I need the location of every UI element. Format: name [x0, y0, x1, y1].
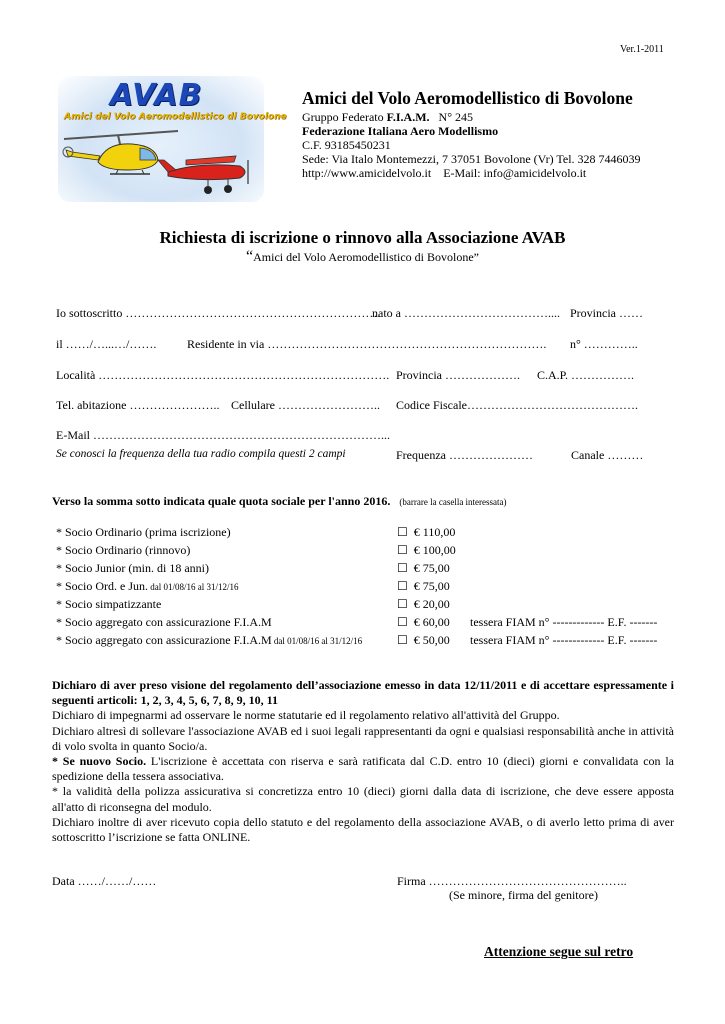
- declaration-p4: * la validità della polizza assicurativa si concretizza entro 10 (dieci) giorni dalla data di iscrizione, che deve essere apposta all'atto di riconsegna del modulo.: [52, 784, 674, 814]
- document-title: Richiesta di iscrizione o rinnovo alla Associazione AVAB: [159, 228, 566, 247]
- quota-label-text: * Socio Ordinario (rinnovo): [56, 543, 191, 557]
- signature-note: (Se minore, firma del genitore): [449, 888, 598, 902]
- group-number: N° 245: [438, 110, 474, 124]
- street-field[interactable]: Residente in via …………………………………………………………….: [187, 337, 547, 351]
- quota-label-text: * Socio Ordinario (prima iscrizione): [56, 525, 231, 539]
- birth-province-field[interactable]: Provincia ……: [570, 306, 643, 320]
- quota-checkbox[interactable]: ☐: [397, 543, 408, 557]
- form-row-phone: [56, 398, 656, 414]
- frequency-field[interactable]: Frequenza …………………: [396, 448, 533, 462]
- form-row-radio: [56, 448, 656, 464]
- logo-title: AVAB: [110, 78, 203, 113]
- quota-price: € 75,00: [413, 579, 450, 593]
- quota-item-label: [56, 525, 231, 540]
- declaration-p5: Dichiaro inoltre di aver ricevuto copia dello statuto e del regolamento della associazione AVAB, o di averlo letto prima di aver sottoscritto l’iscrizione se fatta ONLINE.: [52, 814, 674, 845]
- group-fiam: F.I.A.M.: [386, 110, 430, 124]
- quota-label-note: dal 01/08/16 al 31/12/16: [271, 636, 363, 646]
- quota-option: [397, 633, 450, 648]
- version-label: Ver.1-2011: [620, 44, 664, 55]
- group-prefix: Gruppo Federato: [302, 110, 387, 124]
- subtitle-text: Amici del Volo Aeromodellistico di Bovolone”: [253, 250, 479, 264]
- website-link[interactable]: http://www.amicidelvolo.it: [302, 166, 432, 180]
- federation-line: Federazione Italiana Aero Modellismo: [302, 124, 499, 138]
- org-name: Amici del Volo Aeromodellistico di Bovolone: [302, 88, 633, 108]
- quota-item-label: [56, 633, 362, 648]
- new-member-label: * Se nuovo Socio.: [52, 754, 147, 769]
- birthplace-field[interactable]: nato a ………………………………....: [372, 306, 560, 320]
- quota-label-note: dal 01/08/16 al 31/12/16: [148, 582, 239, 592]
- quota-option: [397, 525, 455, 540]
- quota-label-text: * Socio Junior (min. di 18 anni): [56, 561, 209, 575]
- city-field[interactable]: Località ……………………………………………………………….: [56, 368, 390, 382]
- quota-checkbox[interactable]: ☐: [397, 615, 408, 629]
- home-phone-field[interactable]: Tel. abitazione …………………..: [56, 398, 220, 412]
- form-row-address: [56, 337, 656, 353]
- signature-field[interactable]: Firma …………………………………………..: [397, 874, 627, 888]
- house-number-field[interactable]: n° …………..: [570, 337, 638, 351]
- declaration-p3: [52, 754, 674, 784]
- email-link[interactable]: E-Mail: info@amicidelvolo.it: [443, 166, 587, 180]
- quota-header-note: (barrare la casella interessata): [399, 497, 507, 507]
- quota-checkbox[interactable]: ☐: [397, 633, 408, 647]
- group-line: [302, 110, 473, 125]
- radio-hint: Se conosci la frequenza della tua radio compila questi 2 campi: [56, 448, 346, 460]
- quota-item-label: [56, 561, 209, 576]
- mobile-field[interactable]: Cellulare ……………………..: [231, 398, 380, 412]
- email-field[interactable]: E-Mail ………………………………………………………………...: [56, 428, 390, 442]
- quota-item-label: [56, 579, 239, 594]
- birthdate-field[interactable]: il ……/…...…/…….: [56, 337, 157, 351]
- quota-price: € 50,00: [413, 633, 450, 647]
- quota-option: [397, 579, 450, 594]
- quota-price: € 60,00: [413, 615, 450, 629]
- address-line: Sede: Via Italo Montemezzi, 7 37051 Bovolone (Vr) Tel. 328 7446039: [302, 152, 641, 166]
- quota-item-label: [56, 597, 161, 612]
- tax-code-field[interactable]: Codice Fiscale…………………………………….: [396, 398, 638, 412]
- document-subtitle: [0, 248, 725, 266]
- name-field[interactable]: Io sottoscritto ……………………………………………………….: [56, 306, 381, 320]
- form-row-city: [56, 368, 656, 384]
- declaration-p1: Dichiaro di impegnarmi ad osservare le norme statutarie ed il regolamento relativo all'attività del Gruppo.: [52, 708, 560, 723]
- subtitle-quote: “: [246, 248, 254, 265]
- quota-item-label: [56, 543, 190, 558]
- quota-label-text: * Socio aggregato con assicurazione F.I.A.M: [56, 615, 272, 629]
- contact-line: [302, 166, 586, 181]
- quota-checkbox[interactable]: ☐: [397, 525, 408, 539]
- quota-label-text: * Socio Ord. e Jun.: [56, 579, 148, 593]
- logo-subtitle: Amici del Volo Aeromodellistico di Bovolone: [64, 112, 287, 122]
- quota-price: € 75,00: [413, 561, 450, 575]
- avab-logo: [58, 76, 287, 202]
- declaration-intro: Dichiaro di aver preso visione del regolamento dell’associazione emesso in data 12/11/2011 e di accettare espressamente i seguenti articoli: 1, 2, 3, 4, 5, 6, 7, 8, 9, 10, 11: [52, 678, 674, 708]
- quota-checkbox[interactable]: ☐: [397, 579, 408, 593]
- new-member-text: L'iscrizione è accettata con riserva e sarà ratificata dal C.D. entro 10 (dieci) giorni e convalidata con la spedizione della tessera associativa.: [52, 754, 674, 784]
- fiam-card-field[interactable]: tessera FIAM n° ------------- E.F. -------: [470, 615, 658, 629]
- form-row-name: [56, 306, 656, 322]
- quota-checkbox[interactable]: ☐: [397, 597, 408, 611]
- channel-field[interactable]: Canale ………: [571, 448, 644, 462]
- quota-label-text: * Socio aggregato con assicurazione F.I.A.M: [56, 633, 272, 647]
- back-notice: Attenzione segue sul retro: [484, 944, 634, 959]
- aircraft-illustration: [58, 76, 264, 202]
- cap-field[interactable]: C.A.P. …………….: [537, 368, 635, 382]
- declaration-block: [52, 678, 674, 845]
- quota-option: [397, 543, 456, 558]
- cf-line: C.F. 93185450231: [302, 138, 391, 152]
- quota-option: [397, 615, 450, 630]
- declaration-p2: Dichiaro altresì di sollevare l'associazione AVAB ed i suoi legali rappresentanti da ogni e qualsiasi responsabilità anche in attività di volo svolta in quanto Socio/a.: [52, 723, 674, 753]
- quota-price: € 100,00: [413, 543, 456, 557]
- quota-item-label: [56, 615, 272, 630]
- quota-header: [52, 494, 507, 509]
- quota-price: € 20,00: [413, 597, 450, 611]
- quota-price: € 110,00: [413, 525, 456, 539]
- quota-checkbox[interactable]: ☐: [397, 561, 408, 575]
- date-field[interactable]: Data ……/……/……: [52, 874, 157, 888]
- quota-option: [397, 561, 450, 576]
- province-field[interactable]: Provincia ……………….: [396, 368, 520, 382]
- form-row-email: [56, 428, 656, 444]
- quota-option: [397, 597, 450, 612]
- quota-header-text: Verso la somma sotto indicata quale quota sociale per l'anno 2016.: [52, 494, 391, 508]
- quota-label-text: * Socio simpatizzante: [56, 597, 162, 611]
- fiam-card-field[interactable]: tessera FIAM n° ------------- E.F. -------: [470, 633, 658, 647]
